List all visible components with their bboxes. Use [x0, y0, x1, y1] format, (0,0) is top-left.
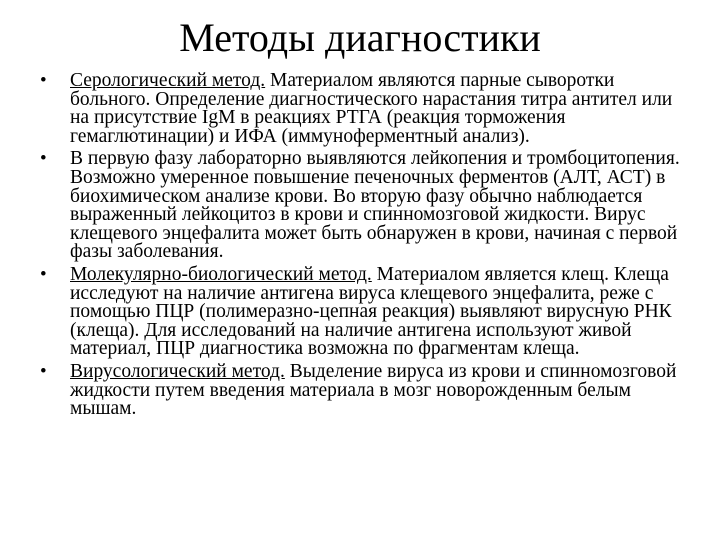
bullet-icon: • [40, 70, 47, 91]
bullet-icon: • [40, 148, 47, 170]
bullet-icon: • [40, 263, 47, 285]
bullet-icon: • [40, 360, 47, 382]
bullet-item-serological [40, 72, 690, 146]
bullet-text: Материалом является клещ. Клеща исследуют на наличие антигена вируса клещевого энцефалита, реже с помощью ПЦР (полимеразно-цепная реакция) выявляют вирусную РНК (клеща). Для исследований на наличие антигена используют живой материал, ПЦР диагностика возможна по фрагментам клеща. [70, 263, 672, 360]
bullet-lead: Вирусологический метод. [70, 360, 285, 382]
bullet-list [40, 72, 690, 423]
slide-title: Методы диагностики [179, 15, 541, 60]
bullet-text: Материалом являются парные сыворотки больного. Определение диагностического нарастания титра антител или на присутствие IgM в реакциях РТГА (реакция торможения гемаглютинации) и ИФА (иммуноферментный анализ). [70, 70, 673, 147]
bullet-lead: Серологический метод. [70, 70, 266, 91]
bullet-lead: Молекулярно-биологический метод. [70, 263, 372, 285]
bullet-item-virological [40, 360, 690, 420]
bullet-text: В первую фазу лабораторно выявляются лейкопения и тромбоцитопения. Возможно умеренное повышение печеночных ферментов (АЛТ, АСТ) в биохимическом анализе крови. Во вторую фазу обычно наблюдается выраженный лейкоцитоз в крови и спинномозговой жидкости. Вирус клещевого энцефалита может быть обнаружен в крови, начиная с первой фазы заболевания. [70, 148, 680, 263]
bullet-item-first-phase [40, 150, 690, 262]
bullet-text: Выделение вируса из крови и спинномозговой жидкости путем введения материала в мозг новорожденным белым мышам. [70, 360, 677, 420]
bullet-item-molecular [40, 263, 690, 360]
